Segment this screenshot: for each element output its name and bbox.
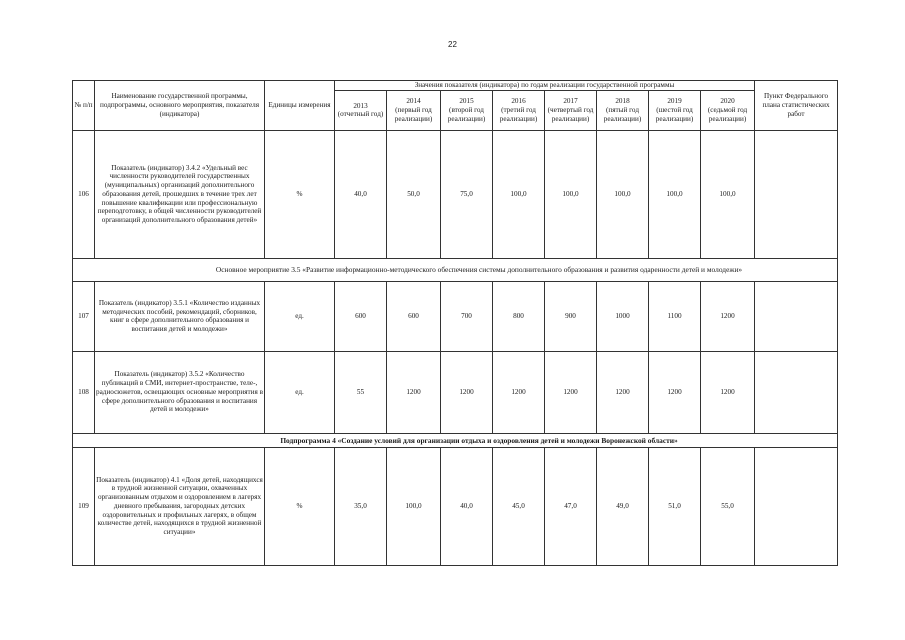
row-name: Показатель (индикатор) 3.5.1 «Количество изданных методических пособий, рекомендаций, сборников, книг в сфере дополнительного образования и воспитания детей и молодежи» [95, 281, 265, 351]
row-value: 600 [335, 281, 387, 351]
row-value: 1100 [649, 281, 701, 351]
header-num: № п/п [73, 81, 95, 131]
row-plan [755, 447, 838, 565]
section-row [73, 258, 838, 281]
header-year-2018: 2018 (пятый год реализации) [597, 90, 649, 130]
row-plan [755, 281, 838, 351]
row-num: 108 [73, 351, 95, 433]
header-values-group: Значения показателя (индикатора) по годам реализации государственной программы [335, 81, 755, 91]
row-value: 45,0 [493, 447, 545, 565]
header-year-2020: 2020 (седьмой год реализации) [701, 90, 755, 130]
row-value: 1200 [493, 351, 545, 433]
header-plan: Пункт Федерального плана статистических работ [755, 81, 838, 131]
row-value: 51,0 [649, 447, 701, 565]
row-unit: % [265, 447, 335, 565]
row-value: 1200 [597, 351, 649, 433]
row-name: Показатель (индикатор) 3.5.2 «Количество публикаций в СМИ, интернет-пространстве, теле-, радиосюжетов, освещающих основные мероприятия в сфере дополнительного образования и воспитания детей и молодежи» [95, 351, 265, 433]
row-plan [755, 130, 838, 258]
row-value: 49,0 [597, 447, 649, 565]
row-value: 1200 [701, 351, 755, 433]
row-value: 1200 [441, 351, 493, 433]
section-title: Основное мероприятие 3.5 «Развитие информационно-методического обеспечения системы дополнительного образования и развития одаренности детей и молодежи» [73, 258, 838, 281]
row-value: 600 [387, 281, 441, 351]
row-value: 55 [335, 351, 387, 433]
header-row-1 [73, 81, 838, 91]
row-value: 75,0 [441, 130, 493, 258]
row-value: 50,0 [387, 130, 441, 258]
row-name: Показатель (индикатор) 4.1 «Доля детей, находящихся в трудной жизненной ситуации, охваченных организованным отдыхом и оздоровлением в лагерях дневного пребывания, загородных детских оздоровительных и профильных лагерях, в общем количестве детей, находящихся в трудной жизненной ситуации» [95, 447, 265, 565]
table-row [73, 351, 838, 433]
header-year-2014: 2014 (первый год реализации) [387, 90, 441, 130]
row-value: 100,0 [597, 130, 649, 258]
row-value: 700 [441, 281, 493, 351]
row-value: 1200 [545, 351, 597, 433]
row-value: 1000 [597, 281, 649, 351]
row-num: 106 [73, 130, 95, 258]
indicator-table [72, 80, 838, 566]
row-value: 100,0 [387, 447, 441, 565]
header-year-2015: 2015 (второй год реализации) [441, 90, 493, 130]
row-num: 109 [73, 447, 95, 565]
header-unit: Единицы измерения [265, 81, 335, 131]
row-value: 47,0 [545, 447, 597, 565]
row-value: 1200 [701, 281, 755, 351]
page-number: 22 [448, 40, 457, 49]
header-year-2019: 2019 (шестой год реализации) [649, 90, 701, 130]
row-value: 800 [493, 281, 545, 351]
row-unit: ед. [265, 351, 335, 433]
row-unit: % [265, 130, 335, 258]
header-year-2017: 2017 (четвертый год реализации) [545, 90, 597, 130]
row-value: 1200 [387, 351, 441, 433]
table-row [73, 281, 838, 351]
row-value: 35,0 [335, 447, 387, 565]
row-num: 107 [73, 281, 95, 351]
table-row [73, 447, 838, 565]
header-name: Наименование государственной программы, подпрограммы, основного мероприятия, показателя (индикатора) [95, 81, 265, 131]
row-value: 40,0 [335, 130, 387, 258]
row-value: 100,0 [545, 130, 597, 258]
row-value: 900 [545, 281, 597, 351]
row-value: 55,0 [701, 447, 755, 565]
row-plan [755, 351, 838, 433]
row-value: 40,0 [441, 447, 493, 565]
row-value: 100,0 [649, 130, 701, 258]
section-title: Подпрограмма 4 «Создание условий для организации отдыха и оздоровления детей и молодежи Воронежской области» [73, 433, 838, 447]
table-row [73, 130, 838, 258]
row-name: Показатель (индикатор) 3.4.2 «Удельный вес численности руководителей государственных (муниципальных) организаций дополнительного образования детей, прошедших в течение трех лет повышение квалификации или профессиональную переподготовку, в общей численности руководителей организаций дополнительного образования детей» [95, 130, 265, 258]
header-year-2013: 2013 (отчетный год) [335, 90, 387, 130]
header-year-2016: 2016 (третий год реализации) [493, 90, 545, 130]
row-value: 100,0 [493, 130, 545, 258]
row-value: 1200 [649, 351, 701, 433]
section-row [73, 433, 838, 447]
row-value: 100,0 [701, 130, 755, 258]
row-unit: ед. [265, 281, 335, 351]
